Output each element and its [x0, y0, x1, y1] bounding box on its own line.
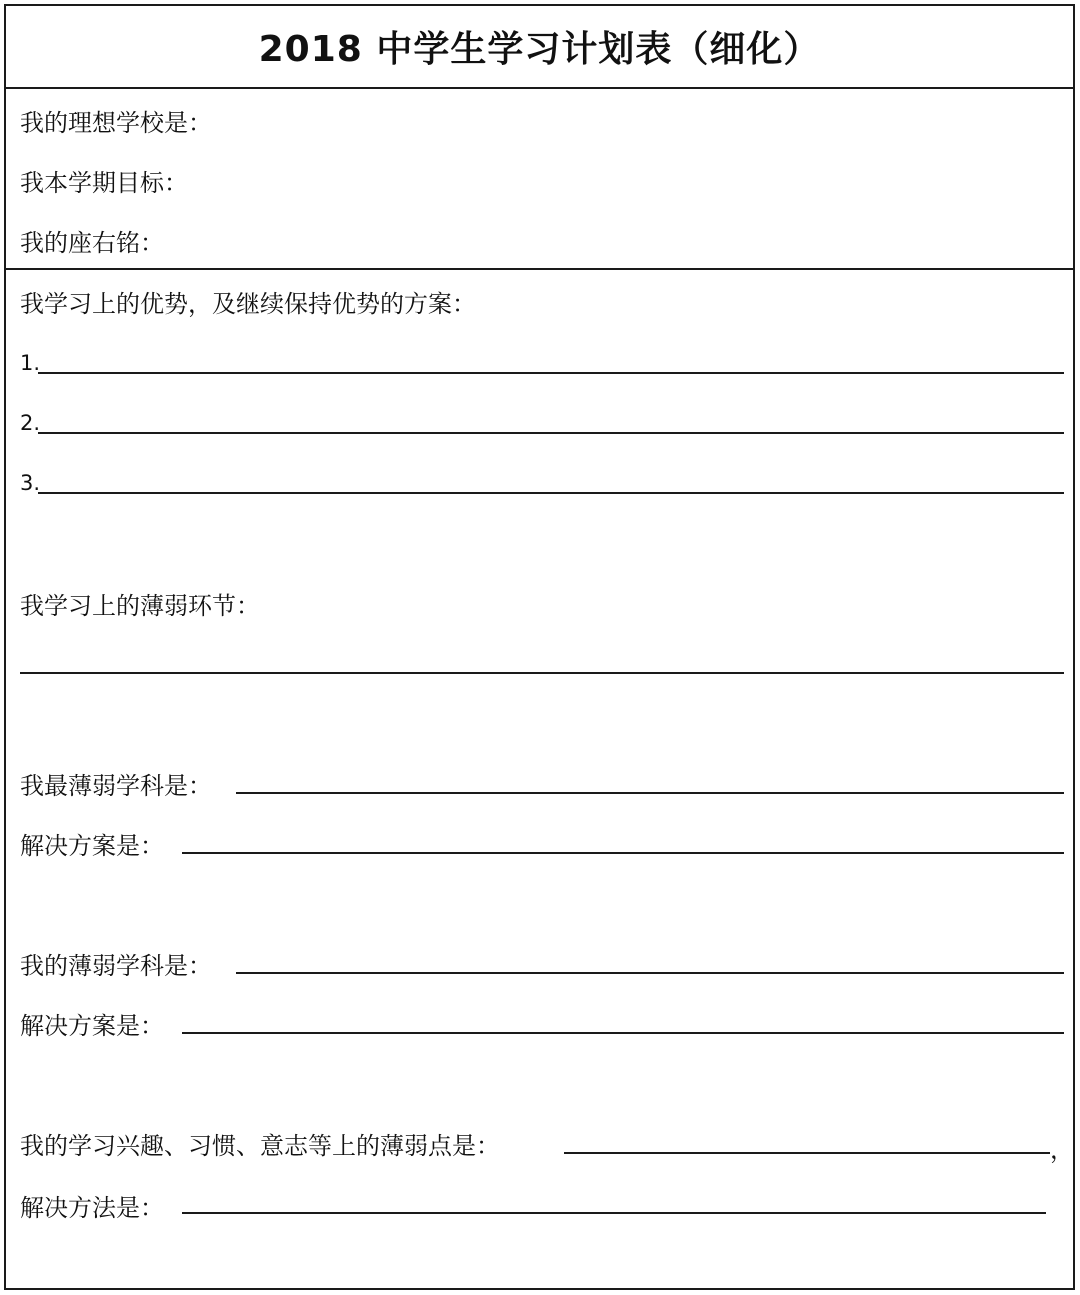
motto-label: 我的座右铭： — [20, 229, 164, 257]
habits-method-label: 解决方法是： — [20, 1194, 164, 1222]
semester-goal-label: 我本学期目标： — [20, 169, 188, 197]
weakest-subject-solution-label: 解决方案是： — [20, 832, 164, 860]
strength-item-3-field[interactable] — [38, 492, 1064, 494]
weak-subject-field[interactable] — [236, 972, 1064, 974]
weakest-subject-label: 我最薄弱学科是： — [20, 772, 212, 800]
ideal-school-label: 我的理想学校是： — [20, 109, 212, 137]
study-plan-sheet — [4, 4, 1075, 1290]
goals-section — [6, 87, 1073, 270]
weakest-subject-field[interactable] — [236, 792, 1064, 794]
strength-item-number: 2. — [20, 411, 41, 435]
trailing-comma: ， — [1050, 1136, 1074, 1164]
title-row — [6, 6, 1073, 89]
habits-method-field[interactable] — [182, 1212, 1046, 1214]
weak-subject-solution-label: 解决方案是： — [20, 1012, 164, 1040]
strength-item-number: 1. — [20, 351, 41, 375]
strength-item-number: 3. — [20, 471, 41, 495]
weak-subject-solution-field[interactable] — [182, 1032, 1064, 1034]
page-title: 2018 中学生学习计划表（细化） — [258, 29, 821, 70]
weak-links-field[interactable] — [20, 672, 1064, 674]
strengths-heading: 我学习上的优势，及继续保持优势的方案： — [20, 290, 476, 318]
strength-item-2-field[interactable] — [38, 432, 1064, 434]
weakest-subject-solution-field[interactable] — [182, 852, 1064, 854]
habits-weakness-label: 我的学习兴趣、习惯、意志等上的薄弱点是： — [20, 1132, 500, 1160]
strength-item-1-field[interactable] — [38, 372, 1064, 374]
weak-subject-label: 我的薄弱学科是： — [20, 952, 212, 980]
habits-weakness-field[interactable] — [564, 1152, 1050, 1154]
weak-links-heading: 我学习上的薄弱环节： — [20, 592, 260, 620]
